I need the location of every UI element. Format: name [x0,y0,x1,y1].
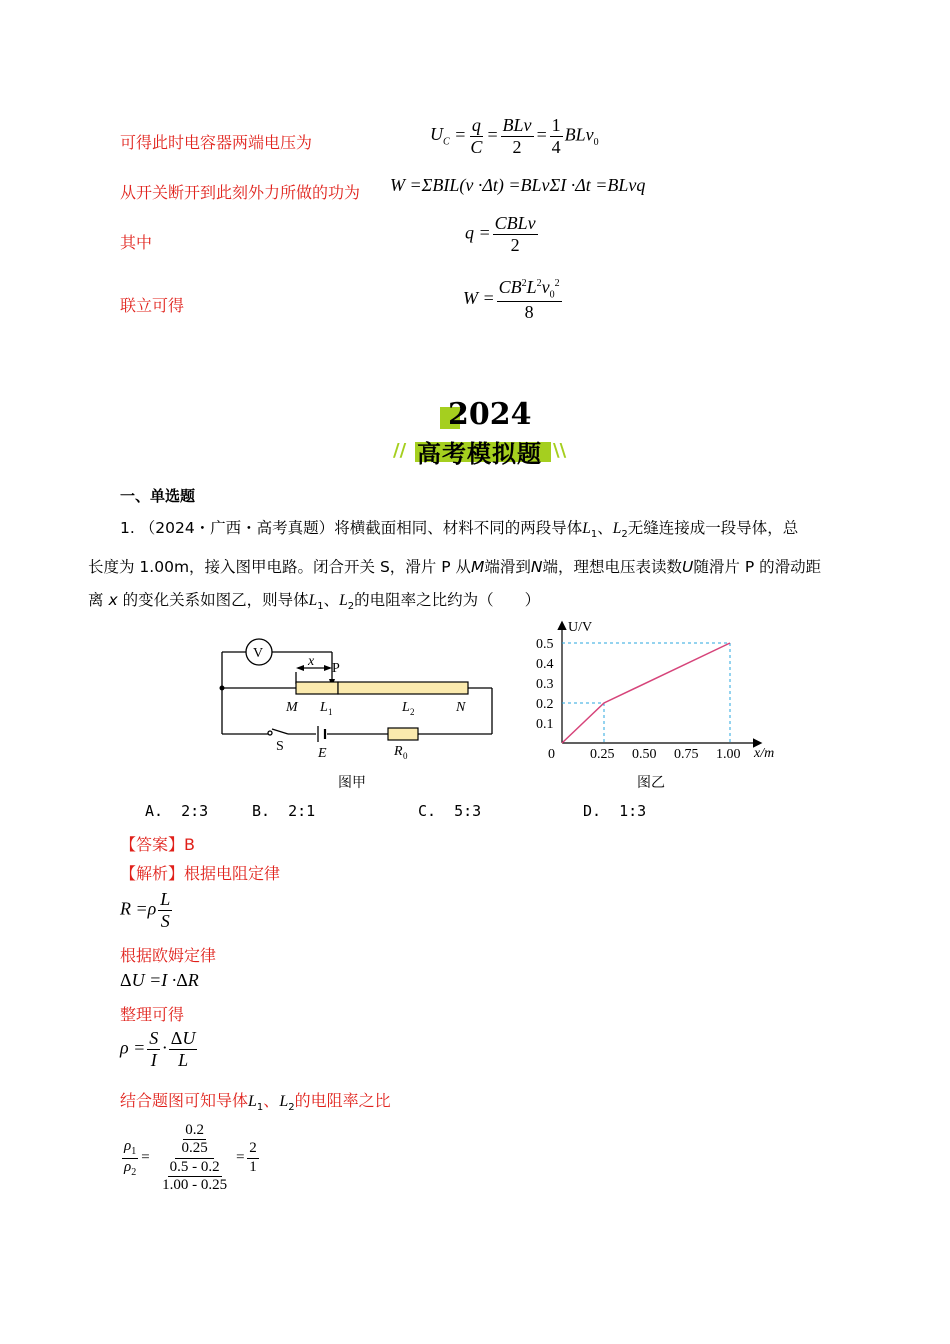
x-axis-label: x/m [754,746,775,761]
origin-label: 0 [548,747,555,762]
question-text: 1. （2024・广西・高考真题）将横截面相同、材料不同的两段导体$L_1$、$L_2$无缝连接成一段导体，总 长度为 1.00m，接入图甲电路。闭合开关 S，滑片 P 从M端滑到N端，理想电压表读数U随滑片 P 的滑动距 离 x 的变化关系如图乙，则导体$L_1$、$L_2$的电阻率之比约为（ ） [88,519,822,613]
svg-text:L: L [402,700,410,715]
analysis-label: 【解析】根据电阻定律 [120,864,281,883]
formula-charge: q = $\frac{\text{CBLv}}{2}$ [465,213,536,255]
formula-resistivity: ρ = $\frac{S}{I}$ · $\frac{\Delta U}{L}$ [120,1028,196,1070]
conductor-L2 [338,682,468,694]
derivation-label-3: 其中 [120,233,153,252]
question-number: 1. [120,519,135,537]
svg-text:P: P [332,661,340,676]
fig2-caption: 图乙 [637,775,665,791]
derivation-label-4: 联立可得 [120,296,185,315]
y-axis-label: U/V [568,620,593,635]
ohm-label: 根据欧姆定律 [120,946,217,965]
svg-text:1: 1 [328,707,333,717]
x-tick-label: 0.25 [590,747,615,762]
svg-text:0: 0 [403,751,408,761]
svg-text:S: S [276,739,284,754]
y-tick-label: 0.2 [536,697,554,712]
section-heading: 一、单选题 [120,487,196,505]
option-b[interactable]: B. 2:1 [252,802,316,820]
svg-text:R: R [394,744,403,759]
circuit-diagram [210,632,500,772]
x-tick-label: 0.50 [632,747,657,762]
u-x-chart [528,615,793,770]
y-tick-label: 0.3 [536,677,554,692]
formula-work-result: W = $\frac{CB^2L^2v_0^2}{8}$ [463,277,560,323]
y-tick-label: 0.5 [536,637,554,652]
option-d[interactable]: D. 1:3 [583,802,647,820]
data-line [562,643,730,743]
derivation-label-1: 可得此时电容器两端电压为 [120,133,313,152]
svg-text:E: E [318,746,327,761]
formula-work: W =ΣBIL(v ·Δt) =BLvΣI ·Δt =BLvq [390,175,646,195]
banner-title-box: // \\ 高考模拟题 [393,434,573,468]
banner-title: 高考模拟题 [417,440,542,468]
derivation-label-2: 从开关断开到此刻外力所做的功为 [120,183,361,202]
conductor-L1 [296,682,338,694]
x-tick-label: 1.00 [716,747,741,762]
option-c[interactable]: C. 5:3 [418,802,482,820]
resistor-R0 [388,728,418,740]
voltmeter-label: V [253,646,264,661]
answer-label: 【答案】B [120,835,195,854]
y-tick-label: 0.4 [536,657,554,672]
svg-text:N: N [456,700,466,715]
ratio-label: 结合题图可知导体$L_1$、$L_2$的电阻率之比 [120,1091,391,1114]
formula-ohm: ΔU =I ·ΔR [120,970,199,990]
formula-ratio: $\frac{\rho_1}{\rho_2}$ = $\frac{\frac{0.2}{0.25}}{\frac{0.5 - 0.2}{1.00 - 0.25}}$ = $\frac{2}{1}$ [124,1122,257,1193]
arrange-label: 整理可得 [120,1005,185,1024]
option-a[interactable]: A. 2:3 [145,802,209,820]
question-source: （2024・广西・高考真题） [139,519,335,537]
formula-resistance-law: R =ρ $\frac{L}{S}$ [120,889,171,931]
svg-text:M: M [286,700,298,715]
formula-capacitor-voltage: $U_C$ = $\frac{q}{C}$ = $\frac{\text{BLv}}{2}$ = $\frac{1}{4}$ BLv$_0$ [430,115,599,157]
svg-text:L: L [320,700,328,715]
fig1-caption: 图甲 [338,775,366,791]
svg-text:x: x [308,654,315,669]
banner-year: 2024 [448,397,532,432]
x-tick-label: 0.75 [674,747,699,762]
y-tick-label: 0.1 [536,717,554,732]
svg-text:2: 2 [410,707,415,717]
